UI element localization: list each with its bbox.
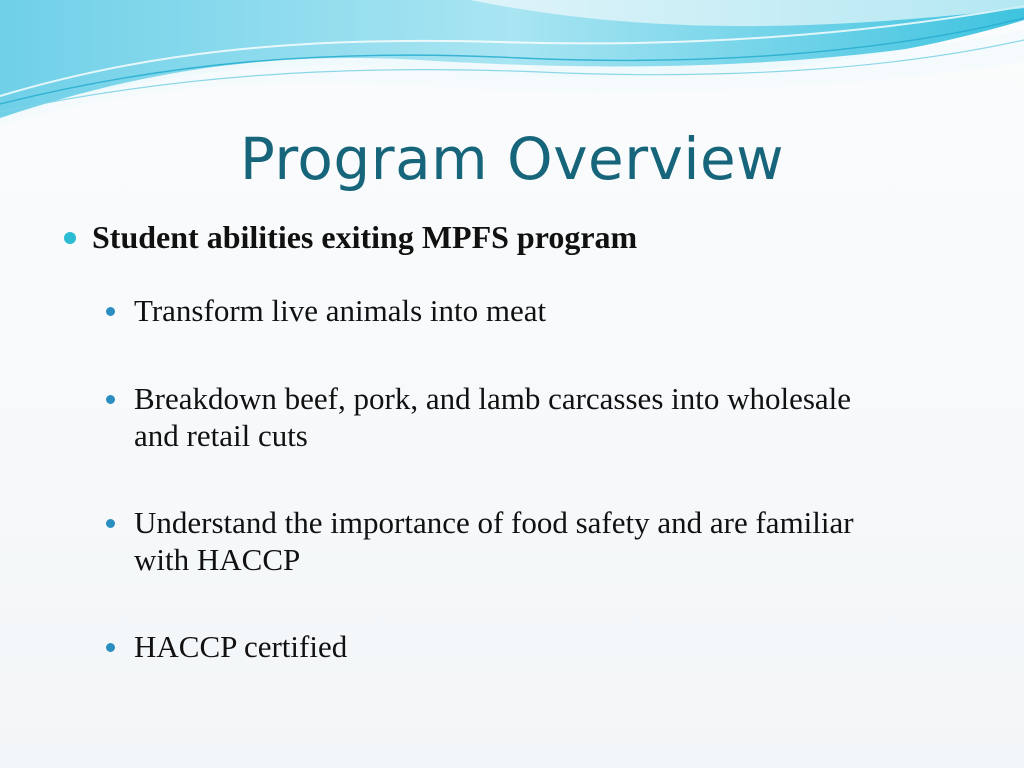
- main-bullet-item: [62, 218, 962, 256]
- sub-bullet-text: Transform live animals into meat: [134, 293, 547, 329]
- sub-bullet-list: [62, 292, 962, 665]
- sub-bullet-text: HACCP certified: [134, 629, 348, 665]
- decorative-wave-header: [0, 0, 1024, 140]
- slide-content: [62, 218, 962, 716]
- bullet-dot-icon: [106, 643, 115, 652]
- sub-bullet-text: Breakdown beef, pork, and lamb carcasses into wholesale and retail cuts: [134, 380, 852, 453]
- slide-title: Program Overview: [239, 125, 785, 193]
- sub-bullet-item: [104, 292, 894, 329]
- bullet-dot-icon: [106, 519, 115, 528]
- sub-bullet-item: [104, 504, 894, 578]
- bullet-dot-icon: [106, 395, 115, 404]
- sub-bullet-item: [104, 628, 894, 665]
- bullet-dot-icon: [106, 307, 115, 316]
- main-bullet-text: Student abilities exiting MPFS program: [92, 219, 638, 255]
- sub-bullet-item: [104, 380, 894, 454]
- bullet-dot-icon: [64, 232, 76, 244]
- sub-bullet-text: Understand the importance of food safety and are familiar with HACCP: [134, 504, 854, 578]
